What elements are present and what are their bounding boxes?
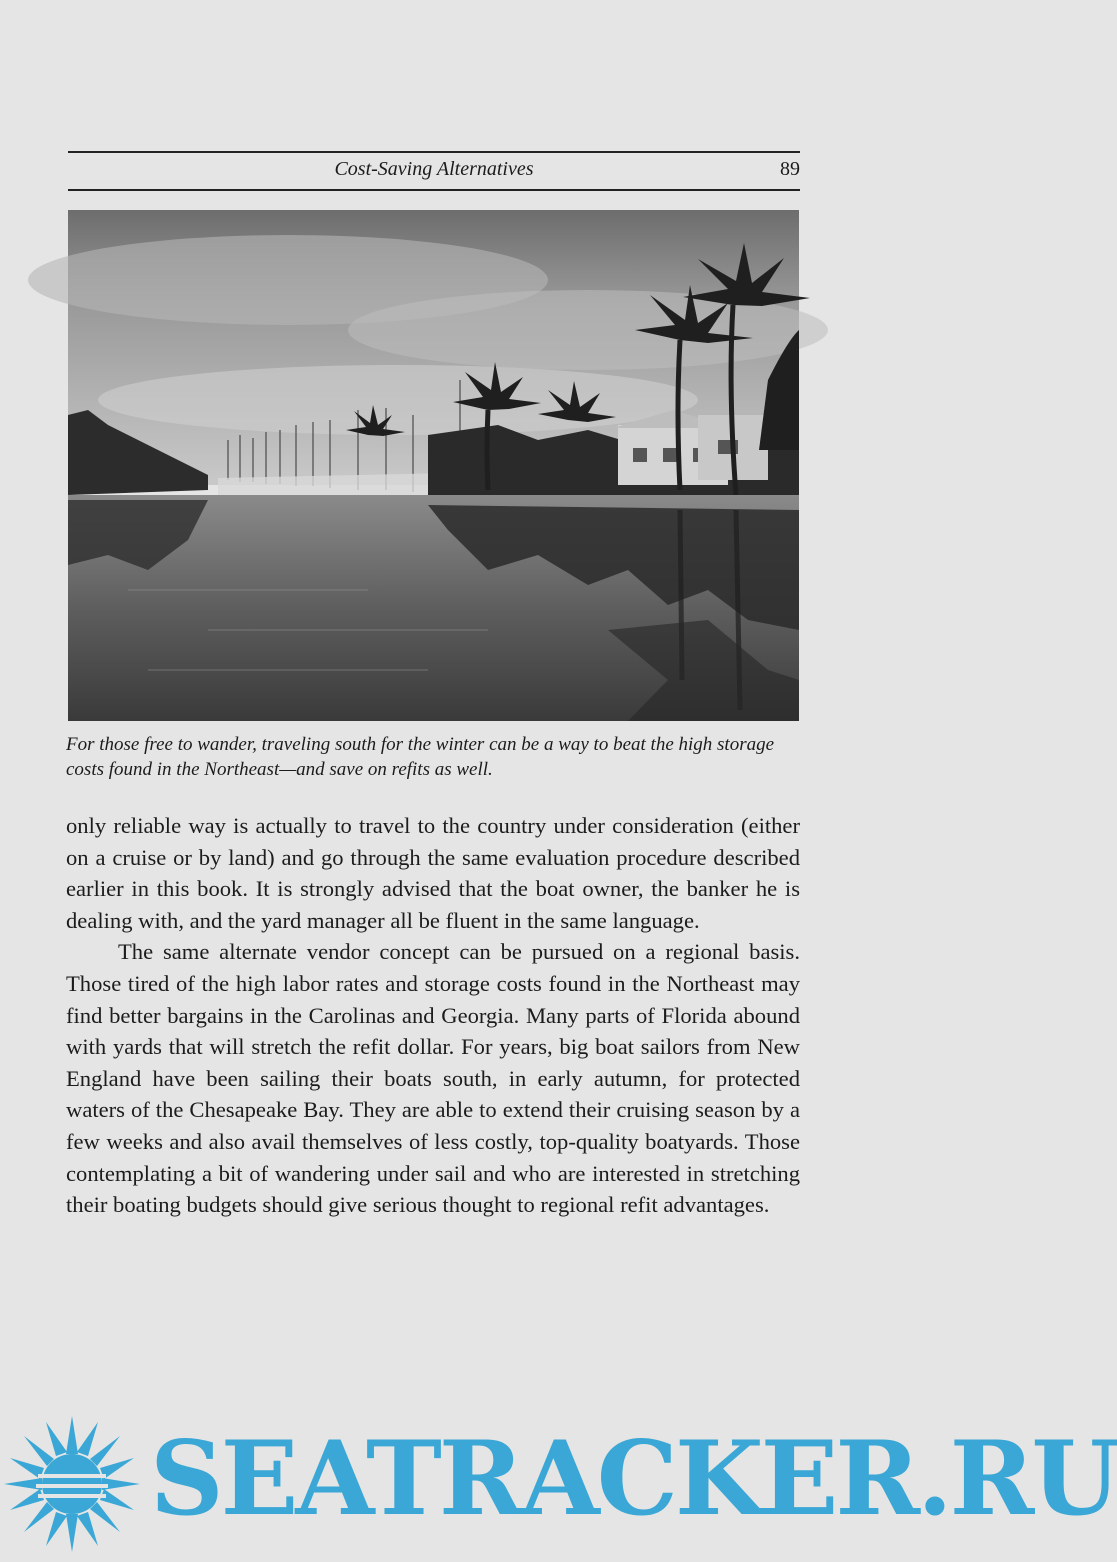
header-bottom-rule	[68, 189, 800, 191]
canal-photo	[68, 210, 799, 721]
sun-logo-icon	[0, 1412, 150, 1557]
paragraph: The same alternate vendor concept can be pursued on a regional basis. Those tired of the high labor rates and storage costs found in the Northeast may find better bargains in the Carolinas and Georgia. Many parts of Florida abound with yards that will stretch the refit dollar. For years, big boat sailors from New England have been sailing their boats south, in early autumn, for protected waters of the Chesapeake Bay. They are able to extend their cruising season by a few weeks and also avail themselves of less costly, top-quality boatyards. Those contemplating a bit of wandering under sail and who are interested in stretching their boating budgets should give serious thought to regional refit advantages.	[66, 939, 800, 1218]
header-top-rule	[68, 151, 800, 153]
paragraph: only reliable way is actually to travel to the country under consideration (either on a cruise or by land) and go through the same evaluation procedure described earlier in this book. It is strongly advised that the boat owner, the banker he is dealing with, and the yard manager all be fluent in the same language.	[66, 813, 800, 933]
running-header	[68, 158, 800, 186]
running-title: Cost-Saving Alternatives	[334, 158, 534, 180]
page-number: 89	[780, 158, 800, 180]
body-text	[66, 810, 800, 1221]
figure-caption: For those free to wander, traveling south for the winter can be a way to beat the high storage costs found in the Northeast—and save on refits as well.	[66, 734, 775, 780]
watermark-text: SEATRACKER.RU	[150, 1419, 1117, 1539]
